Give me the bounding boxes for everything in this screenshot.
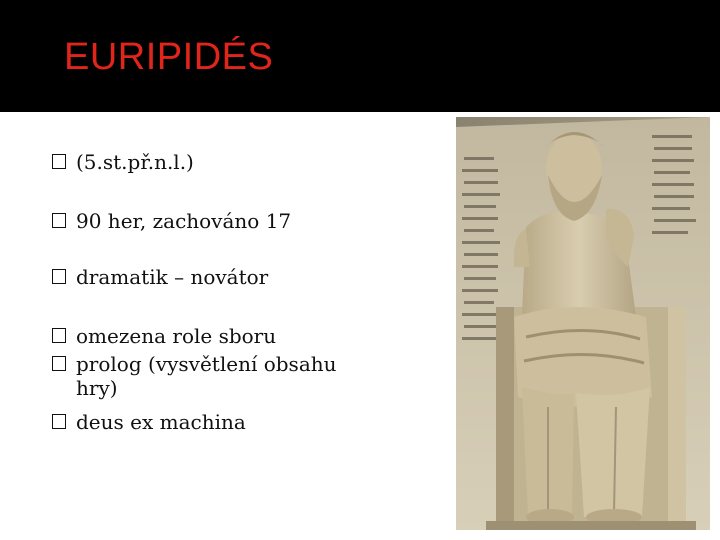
bullet-item [52, 410, 246, 434]
bullet-box-icon [52, 269, 66, 284]
bullet-item [52, 352, 352, 400]
bullet-emphasis: novátor [190, 265, 269, 289]
bullet-box-icon [52, 154, 66, 169]
bullet-text: prolog (vysvětlení obsahu hry) [76, 352, 337, 400]
bullet-text: deus ex machina [76, 410, 246, 434]
title-bar [0, 0, 720, 112]
bullet-text: 90 her, zachováno 17 [76, 209, 292, 233]
statue-image [456, 117, 710, 530]
bullet-prefix: dramatik – [76, 265, 191, 289]
bullet-text [76, 265, 268, 289]
statue-of-euripides-icon [456, 117, 710, 530]
bullet-box-icon [52, 213, 66, 228]
bullet-box-icon [52, 328, 66, 343]
bullet-item [52, 150, 194, 174]
bullet-text: (5.st.př.n.l.) [76, 150, 194, 174]
bullet-text: omezena role sboru [76, 324, 277, 348]
bullet-item [52, 209, 291, 233]
bullet-item [52, 265, 268, 289]
bullet-box-icon [52, 414, 66, 429]
bullet-box-icon [52, 356, 66, 371]
slide-title: EURIPIDÉS [64, 36, 274, 78]
bullet-item [52, 324, 276, 348]
